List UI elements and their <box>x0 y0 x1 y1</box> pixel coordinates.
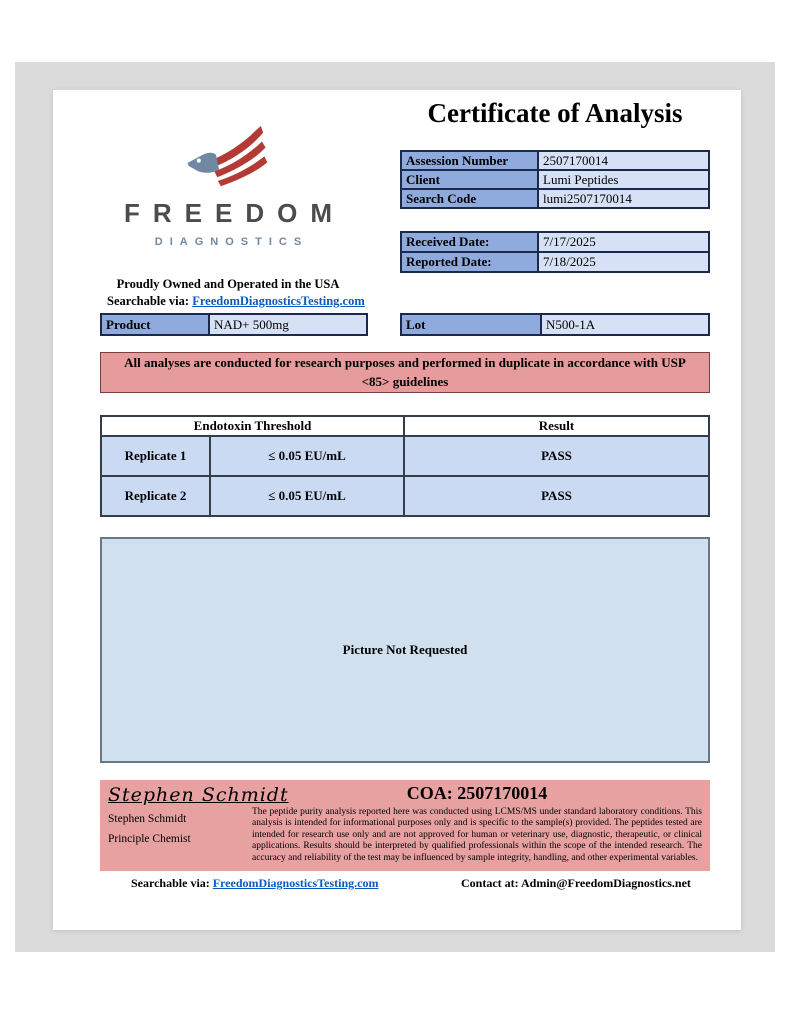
coa-heading: COA: 2507170014 <box>406 783 548 803</box>
table-row <box>401 151 709 170</box>
disclaimer-block <box>252 780 710 871</box>
client-label: Client <box>401 170 538 189</box>
signature: Stephen Schmidt <box>108 784 289 806</box>
page-title: Certificate of Analysis <box>427 98 683 128</box>
endotoxin-threshold-header: Endotoxin Threshold <box>101 416 404 436</box>
table-row <box>101 476 709 516</box>
client-value: Lumi Peptides <box>538 170 709 189</box>
footer-box <box>100 780 710 871</box>
table-row <box>401 170 709 189</box>
table-row <box>101 314 367 335</box>
replicate-1-threshold: ≤ 0.05 EU/mL <box>210 436 404 476</box>
accession-number-label: Assession Number <box>401 151 538 170</box>
document-frame <box>15 62 775 952</box>
table-row <box>101 436 709 476</box>
product-table <box>100 313 368 336</box>
replicate-2-threshold: ≤ 0.05 EU/mL <box>210 476 404 516</box>
disclaimer-text: The peptide purity analysis reported here was conducted using LCMS/MS under standard laboratory conditions. This analysis is intended for informational purposes only and is specific to the sample(s) provided. The peptides tested are intended for research use only and are not approved for human or veterinary use, diagnostic, therapeutic, or clinical applications. Results should be interpreted by qualified professionals within the scope of the intended research. The accuracy and reliability of the test may be influenced by sample integrity, handling, and other experimental variables. <box>252 807 702 863</box>
search-code-value: lumi2507170014 <box>538 189 709 208</box>
reported-date-value: 7/18/2025 <box>538 252 709 272</box>
picture-placeholder <box>100 537 710 763</box>
logo <box>78 126 378 248</box>
bottom-contact-line <box>53 876 741 892</box>
accession-number-value: 2507170014 <box>538 151 709 170</box>
signature-block <box>100 780 289 871</box>
signer-title: Principle Chemist <box>108 833 191 845</box>
searchable-line-bottom <box>131 876 378 891</box>
table-row <box>401 252 709 272</box>
replicate-2-result: PASS <box>404 476 709 516</box>
searchable-link-top[interactable]: FreedomDiagnosticsTesting.com <box>192 294 365 308</box>
table-row <box>401 189 709 208</box>
table-row <box>401 232 709 252</box>
lot-value: N500-1A <box>541 314 709 335</box>
dates-table <box>400 231 710 273</box>
received-date-label: Received Date: <box>401 232 538 252</box>
search-code-label: Search Code <box>401 189 538 208</box>
reported-date-label: Reported Date: <box>401 252 538 272</box>
product-value: NAD+ 500mg <box>209 314 367 335</box>
product-label: Product <box>101 314 209 335</box>
lot-table <box>400 313 710 336</box>
certificate-page <box>53 90 741 930</box>
eagle-logo-icon <box>180 126 276 188</box>
contact-email: Contact at: Admin@FreedomDiagnostics.net <box>461 876 691 890</box>
logo-subtitle: DIAGNOSTICS <box>154 236 309 248</box>
signer-name: Stephen Schmidt <box>108 813 187 825</box>
searchable-prefix-bottom: Searchable via: <box>131 876 210 890</box>
table-header-row <box>101 416 709 436</box>
usp-notice-text: All analyses are conducted for research purposes and performed in duplicate in accordance with USP <85> guidelines <box>124 354 686 389</box>
replicate-2-label: Replicate 2 <box>101 476 210 516</box>
endotoxin-results-table <box>100 415 710 517</box>
replicate-1-label: Replicate 1 <box>101 436 210 476</box>
result-header: Result <box>404 416 709 436</box>
accession-info-table <box>400 150 710 209</box>
searchable-prefix: Searchable via: <box>107 294 190 308</box>
searchable-line-top <box>107 294 365 309</box>
usp-notice-banner <box>100 352 710 393</box>
searchable-link-bottom[interactable]: FreedomDiagnosticsTesting.com <box>212 876 379 890</box>
tagline: Proudly Owned and Operated in the USA <box>116 277 340 291</box>
replicate-1-result: PASS <box>404 436 709 476</box>
logo-wordmark: FREEDOM <box>124 198 345 228</box>
lot-label: Lot <box>401 314 541 335</box>
picture-placeholder-text: Picture Not Requested <box>342 642 468 657</box>
table-row <box>401 314 709 335</box>
received-date-value: 7/17/2025 <box>538 232 709 252</box>
